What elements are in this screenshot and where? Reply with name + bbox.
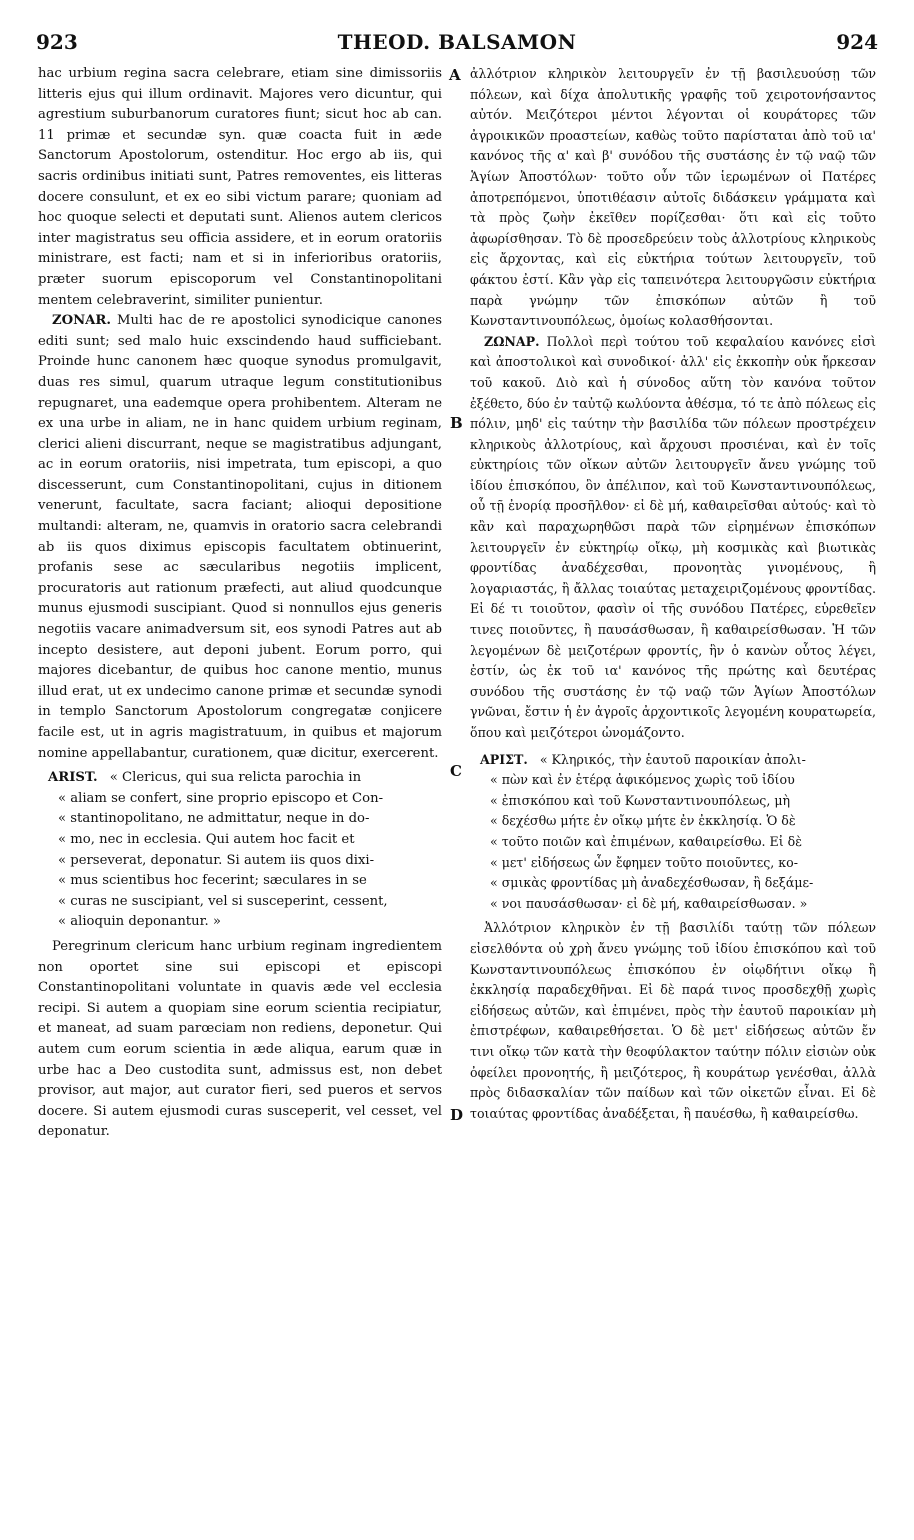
margin-marker-d: D: [450, 1106, 464, 1124]
latin-aristenus-label: ARIST.: [48, 770, 98, 786]
latin-column: [38, 64, 442, 1143]
page-number-left: 923: [36, 30, 78, 54]
latin-paragraph-3: Peregrinum clericum hanc urbium reginam ingredientem non oportet sine sui episcopi et episcopi Constantinopolitani voluntate in quavis æde vel ecclesia recipi. Si autem a quopiam sine eorum scientia recipiatur, et maneat, ad suam parœciam non rediens, deponetur. Qui autem cum eorum scientia in æde aliqua, earum quæ in urbe hac a Deo custodita sunt, admissus est, non debet provisor, aut major, aut curator fieri, sed pueros et servos docere. Si autem ejusmodi curas susceperit, vel cesset, vel deponatur.: [38, 938, 442, 1140]
latin-aristenus-block: [38, 768, 442, 933]
latin-aristenus-line: « mo, nec in ecclesia. Qui autem hoc facit et: [58, 831, 355, 847]
latin-zonaras-label: ZONAR.: [52, 313, 111, 329]
latin-aristenus-line: « curas ne suscipiant, vel si susceperint, cessent,: [58, 893, 388, 909]
running-title: THEOD. BALSAMON: [337, 30, 577, 54]
greek-aristenus-line: « δεχέσθω μήτε ἐν οἴκῳ μήτε ἐν ἐκκλησίᾳ. Ὁ δὲ: [490, 813, 796, 829]
greek-aristenus-label: ΑΡΙΣΤ.: [480, 751, 528, 767]
page-number-right: 924: [836, 30, 878, 54]
latin-aristenus-line: « perseverat, deponatur. Si autem iis quos dixi-: [58, 852, 375, 868]
latin-aristenus-line: « alioquin deponantur. »: [58, 914, 221, 930]
latin-zonaras-paragraph: [38, 311, 442, 764]
latin-aristenus-line: « aliam se confert, sine proprio episcopo et Con-: [58, 790, 384, 806]
greek-aristenus-line: « νοι παυσάσθωσαν· εἰ δὲ μή, καθαιρείσθωσαν. »: [490, 895, 808, 911]
margin-marker-b: B: [450, 414, 463, 432]
greek-aristenus-line: « σμικὰς φροντίδας μὴ ἀναδεχέσθωσαν, ἢ δεξάμε-: [490, 875, 814, 891]
margin-marker-c: C: [450, 762, 462, 780]
greek-aristenus-line: « πὼν καὶ ἐν ἑτέρᾳ ἀφικόμενος χωρὶς τοῦ ἰδίου: [490, 772, 795, 788]
greek-aristenus-block: [470, 750, 876, 915]
margin-marker-a: A: [449, 66, 461, 84]
greek-aristenus-line: « μετ' εἰδήσεως ὧν ἔφημεν τοῦτο ποιοῦντες, κο-: [490, 854, 799, 870]
running-head: [36, 30, 878, 60]
latin-paragraph-1: hac urbium regina sacra celebrare, etiam sine dimissoriis litteris ejus qui illum ordinavit. Majores vero dicuntur, qui agrestium suburbanorum curatores fiunt; sicut hoc ab can. 11 primæ et secundæ syn. quæ coacta fuit in æde Sanctorum Apostolorum, ostenditur. Hoc ergo ab iis, qui sacris ordinibus initiati sunt, Patres removentes, eis litteras docere consulunt, et ex eo sibi victum parare; quoniam ad hoc quoque selecti et deputati sunt. Alienos autem clericos inter magistratus seu officia assidere, et in eorum oratoriis ministrare, est facti; nam et si in inferioribus oratoriis, præter suorum episcoporum vel Constantinopolitani mentem celebraverint, similiter punientur.: [38, 66, 442, 308]
greek-paragraph-3: Ἀλλότριον κληρικὸν ἐν τῇ βασιλίδι ταύτῃ τῶν πόλεων εἰσελθόντα οὐ χρὴ ἄνευ γνώμης τοῦ ἰδίου ἐπισκόπου καὶ τοῦ Κωνσταντινουπόλεως ἐπισκόπου ἐν οἱῳδήτινι οἴκῳ ἢ ἐκκλησίᾳ παραδεχθῆναι. Εἰ δὲ παρά τινος προσδεχθῇ χωρὶς εἰδήσεως αὐτῶν, καὶ ἐπιμένει, πρὸς τὴν ἑαυτοῦ παροικίαν μὴ ἐπιστρέφων, καθαιρεθήσεται. Ὁ δὲ μετ' εἰδήσεως αὐτῶν ἔν τινι οἴκῳ τῶν κατὰ τὴν θεοφύλακτον ταύτην πόλιν εἰσιὼν οὐκ ὀφείλει προνοητής, ἢ μειζότερος, ἢ κουράτωρ γενέσθαι, ἀλλὰ πρὸς διδασκαλίαν τῶν παίδων καὶ τῶν οἰκετῶν εἶναι. Εἰ δὲ τοιαύτας φροντίδας ἀναδέξεται, ἢ παυέσθω, ἢ καθαιρείσθω.: [470, 920, 876, 1121]
greek-zonaras-text: Πολλοὶ περὶ τούτου τοῦ κεφαλαίου κανόνες εἰσὶ καὶ ἀποστολικοὶ καὶ συνοδικοί· ἀλλ' εἰς ἐκκοπὴν οὐκ ἤρκεσαν τοῦ κακοῦ. Διὸ καὶ ἡ σύνοδος αὕτη τὸν κανόνα τοῦτον ἐξέθετο, δύο ἐν ταὐτῷ κωλύοντα ἀθέσμα, τό τε ἀπὸ πόλεως εἰς πόλιν, μηδ' εἰς ταύτην τὴν βασιλίδα τῶν πόλεων προστρέχειν κληρικοὺς ἀλλοτρίους, καὶ ἄρχουσι προσιέναι, καὶ ἐν τοῖς εὐκτηρίοις τῶν οἴκων αὐτῶν λειτουργεῖν ἄνευ γνώμης τοῦ ἰδίου ἐπισκόπου, ὃν ἀπέλιπον, καὶ τοῦ Κωνσταντινουπόλεως, οὗ τῇ ἐνορίᾳ προσῆλθον· εἰ δὲ μή, καθαιρεῖσθαι αὐτούς· καὶ τὸ κἂν καὶ παραχωρηθῶσι παρὰ τῶν εἰρημένων ἐπισκόπων λειτουργεῖν ἐν εὐκτηρίῳ οἴκῳ, μὴ κοσμικὰς καὶ βιωτικὰς φροντίδας ἀναδέχεσθαι, προνοητὰς γινομένους, ἢ λογαριαστάς, ἢ ἄλλας τοιαύτας μεταχειριζομένους φροντίδας. Εἰ δέ τι τοιοῦτον, φασὶν οἱ τῆς συνόδου Πατέρες, εὑρεθεῖεν τινες ποιοῦντες, ἢ παυσάσθωσαν, ἢ καθαιρείσθωσαν. Ἡ τῶν λεγομένων δὲ μειζοτέρων φροντίς, ἣν ὁ κανὼν οὗτος λέγει, ἐστίν, ὡς ἐκ τοῦ ια' κανόνος τῆς πρώτης καὶ δευτέρας συνόδου τῆς συστάσης ἐν τῷ ναῷ τῶν Ἁγίων Ἀποστόλων γνῶναι, ἔστιν ἡ ἐν ἀγροῖς ἀρχοντικοῖς λεγομένη κουρατωρεία, ὅπου καὶ μειζότεροι ὠνομάζοντο.: [470, 333, 876, 740]
latin-aristenus-line: « mus scientibus hoc fecerint; sæculares in se: [58, 873, 367, 889]
greek-column: [470, 64, 876, 1124]
greek-aristenus-line: « ἐπισκόπου καὶ τοῦ Κωνσταντινουπόλεως, μὴ: [490, 792, 791, 808]
greek-paragraph-1: ἀλλότριον κληρικὸν λειτουργεῖν ἐν τῇ βασιλευούσῃ τῶν πόλεων, καὶ δίχα ἀπολυτικῆς γραφῆς τοῦ χειροτονήσαντος αὐτόν. Μειζότεροι μέντοι λέγονται οἱ κουράτορες τῶν ἀγροικικῶν προαστείων, καθὼς τοῦτο παρίσταται ἀπὸ τοῦ ια' κανόνος τῆς α' καὶ β' συνόδου τῆς συστάσης ἐν τῷ ναῷ τῶν Ἁγίων Ἀποστόλων· τοῦτο οὖν τῶν ἱερωμένων οἱ Πατέρες ἀποτρεπόμενοι, ὑποτιθέασιν αὐτοῖς διδάσκειν γράμματα καὶ τὰ πρὸς ζωὴν ἐκεῖθεν πορίζεσθαι· ὅτι καὶ εἰς τοῦτο ἀφωρίσθησαν. Τὸ δὲ προσεδρεύειν τοὺς ἀλλοτρίους κληρικοὺς εἰς ἄρχοντας, καὶ εἰς εὐκτήρια τούτων λειτουργεῖν, τοῦ φάκτου ἐστί. Κἂν γὰρ εἰς ταπεινότερα λειτουργῶσιν εὐκτήρια παρὰ γνώμην τῶν ἐπισκόπων αὐτῶν ἢ τοῦ Κωνσταντινουπόλεως, ὁμοίως κολασθήσονται.: [470, 66, 876, 329]
latin-aristenus-line: « stantinopolitano, ne admittatur, neque in do-: [58, 811, 370, 827]
greek-zonaras-label: ΖΩΝΑΡ.: [484, 333, 540, 349]
latin-aristenus-line: « Clericus, qui sua relicta parochia in: [109, 770, 362, 786]
latin-zonaras-text: Multi hac de re apostolici synodicique canones editi sunt; sed malo huic exscindendo haud sufficiebant. Proinde hunc canonem hæc quoque synodus promulgavit, duas res simul, quarum utraque legum constitutionibus repugnaret, una eademque opera prohibentem. Alteram ne ex una urbe in aliam, ne in hanc quidem urbium reginam, clerici alieni discurrant, neque se magistratibus adjungant, ac in eorum oratoriis, nisi impetrata, tum episcopi, a quo discesserunt, cum Constantinopolitani, cujus in ditionem venerunt, facultate, sacra faciant; alioqui depositione multandi: alteram, ne, quamvis in oratorio sacra celebrandi ab iis quos diximus episcopis facultatem obtinuerint, profanis sese ac sæcularibus negotiis implicent, procuratoris aut rationum præfecti, aut aliud quodcunque munus ejusmodi suscipiant. Quod si nonnullos ejus generis negotiis vacare animadversum sit, eos synodi Patres aut ab incepto desistere, aut deponi jubent. Eorum porro, qui majores dicebantur, de quibus hoc canone mentio, munus illud erat, ut ex undecimo canone primæ et secundæ synodi in templo Sanctorum Apostolorum congregatæ conjicere facile est, ut in agris magistratuum, in quibus et majorum nomine appellabantur, curationem, quæ dicitur, exercerent.: [38, 313, 442, 761]
greek-aristenus-line: « τοῦτο ποιῶν καὶ ἐπιμένων, καθαιρείσθω. Εἰ δὲ: [490, 833, 802, 849]
greek-aristenus-line: « Κληρικός, τὴν ἑαυτοῦ παροικίαν ἀπολι-: [539, 751, 806, 767]
greek-zonaras-paragraph: [470, 332, 876, 744]
